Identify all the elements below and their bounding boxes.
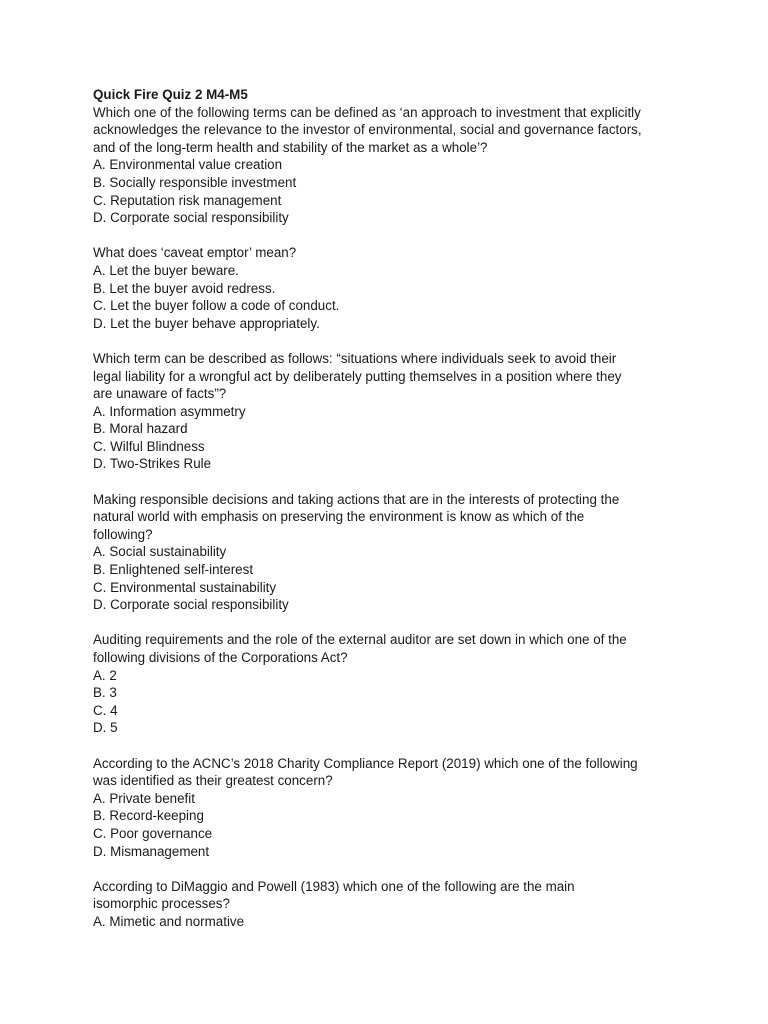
answer-option: A. Private benefit <box>93 790 195 806</box>
question-text-line: Making responsible decisions and taking actions that are in the interests of protecting the <box>93 491 620 507</box>
question-text-line: following divisions of the Corporations Act? <box>93 650 348 665</box>
question-list <box>93 104 693 931</box>
answer-option: C. Wilful Blindness <box>93 438 205 454</box>
question-block <box>93 104 693 227</box>
question-text-line: isomorphic processes? <box>93 896 230 912</box>
answer-option: C. Reputation risk management <box>93 192 282 208</box>
question-text-line: following? <box>93 526 153 542</box>
answer-option: C. Let the buyer follow a code of conduct. <box>93 298 340 314</box>
answer-option: D. Two-Strikes Rule <box>93 456 212 472</box>
answer-option: B. 3 <box>93 685 117 701</box>
question-text-line: Which term can be described as follows: “situations where individuals seek to avoid their <box>93 350 617 366</box>
question-block <box>93 755 693 861</box>
answer-option: D. 5 <box>93 720 118 736</box>
answer-option: A. Information asymmetry <box>93 403 246 419</box>
question-text-line: Auditing requirements and the role of the external auditor are set down in which one of the <box>93 632 627 648</box>
answer-option: B. Socially responsible investment <box>93 174 297 190</box>
answer-option: D. Let the buyer behave appropriately. <box>93 315 320 331</box>
quiz-document <box>93 86 693 948</box>
question-text-line: acknowledges the relevance to the investor of environmental, social and governance factors, <box>93 122 642 138</box>
answer-option: A. Let the buyer beware. <box>93 262 239 278</box>
question-text-line: What does ‘caveat emptor’ mean? <box>93 245 297 261</box>
answer-option: D. Corporate social responsibility <box>93 597 289 613</box>
answer-option: C. 4 <box>93 702 118 718</box>
answer-option: A. Social sustainability <box>93 544 227 560</box>
question-block <box>93 244 693 332</box>
question-text-line: legal liability for a wrongful act by deliberately putting themselves in a position where they <box>93 368 622 384</box>
answer-option: A. 2 <box>93 667 117 683</box>
answer-option: B. Moral hazard <box>93 421 188 437</box>
question-block <box>93 631 693 737</box>
question-block <box>93 350 693 473</box>
question-block <box>93 491 693 614</box>
question-text-line: and of the long-term health and stability of the market as a whole’? <box>93 139 488 155</box>
question-text-line: According to the ACNC’s 2018 Charity Compliance Report (2019) which one of the following <box>93 755 638 771</box>
question-text-line: was identified as their greatest concern? <box>93 773 333 789</box>
answer-option: D. Corporate social responsibility <box>93 210 289 226</box>
answer-option: A. Mimetic and normative <box>93 913 245 929</box>
question-text-line: natural world with emphasis on preserving the environment is know as which of the <box>93 509 585 525</box>
answer-option: B. Let the buyer avoid redress. <box>93 280 276 296</box>
quiz-title: Quick Fire Quiz 2 M4-M5 <box>93 87 248 102</box>
answer-option: B. Enlightened self-interest <box>93 562 254 578</box>
answer-option: D. Mismanagement <box>93 843 210 859</box>
question-text-line: According to DiMaggio and Powell (1983) which one of the following are the main <box>93 878 575 894</box>
question-text-line: are unaware of facts”? <box>93 386 227 402</box>
question-block <box>93 878 693 931</box>
answer-option: C. Poor governance <box>93 825 213 841</box>
answer-option: B. Record-keeping <box>93 808 204 824</box>
answer-option: A. Environmental value creation <box>93 157 283 173</box>
question-text-line: Which one of the following terms can be defined as ‘an approach to investment that explicitly <box>93 104 641 120</box>
answer-option: C. Environmental sustainability <box>93 579 277 595</box>
